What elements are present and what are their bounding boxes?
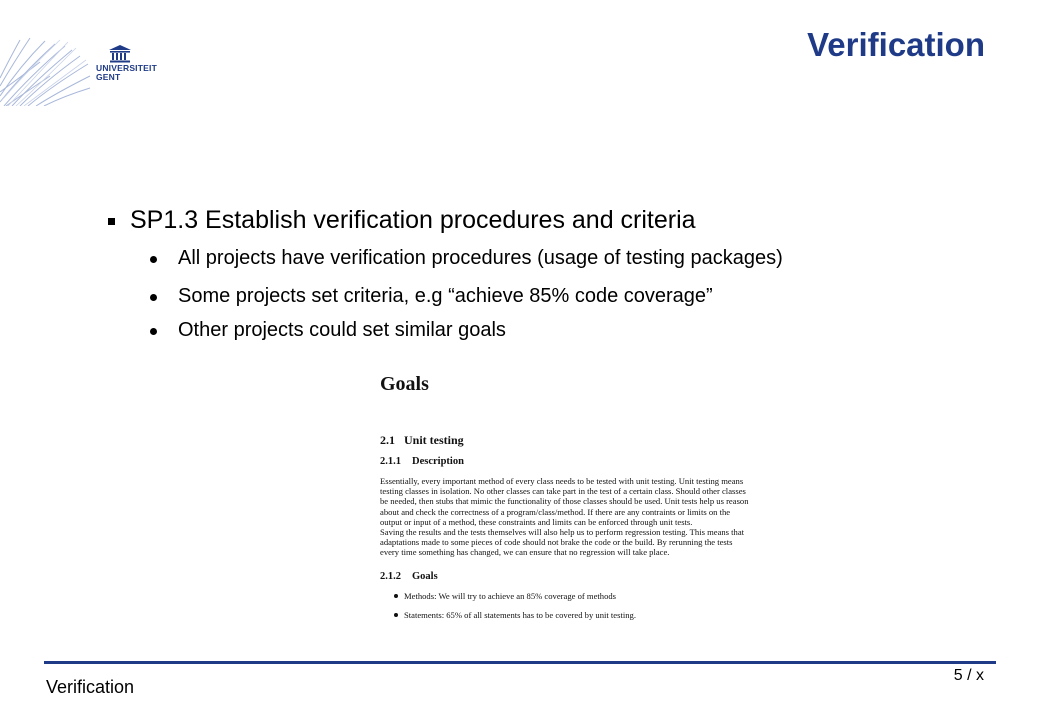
description-line: output or input of a method, these constraints and limits can be enforced through unit tests. — [380, 516, 693, 527]
round-bullet-icon — [150, 294, 157, 301]
excerpt-subsection-heading — [380, 570, 780, 583]
logo-text — [96, 64, 156, 82]
subsection-title: Goals — [412, 570, 438, 582]
goal-item — [394, 610, 780, 620]
description-line: be needed, then stubs that mimic the functionality of those classes should be used. Unit tests help us reason — [380, 496, 749, 507]
building-icon — [108, 44, 132, 64]
excerpt-description — [380, 476, 780, 558]
description-line: Essentially, every important method of every class needs to be tested with unit testing. Unit testing means — [380, 476, 744, 486]
sub-bullet-text: Other projects could set similar goals — [178, 319, 506, 341]
description-line: testing classes in isolation. No other classes can take part in the test of a certain class. Should other classes — [380, 486, 746, 497]
sub-bullet-text: Some projects set criteria, e.g “achieve 85% code coverage” — [178, 285, 713, 307]
excerpt-subsection-heading — [380, 455, 780, 468]
goal-item — [394, 591, 780, 601]
footer-label: Verification — [46, 677, 135, 697]
subsection-number: 2.1.1 — [380, 456, 401, 467]
grass-texture-icon — [0, 36, 92, 106]
sub-bullet-text: All projects have verification procedures (usage of testing packages) — [178, 247, 783, 269]
excerpt-section-heading — [380, 433, 780, 447]
description-line: Saving the results and the tests themselves will also help us to perform regression testing. This means that — [380, 527, 745, 538]
sub-bullet — [150, 316, 506, 344]
description-line: adaptations made to some pieces of code should not brake the code or the build. By rerunning the tests — [380, 537, 733, 548]
university-logo — [0, 36, 160, 106]
logo-text-line: UNIVERSITEIT GENT — [96, 63, 157, 82]
round-bullet-icon — [150, 328, 157, 335]
bullet-dot-icon — [394, 613, 398, 617]
goal-text: Statements: 65% of all statements has to be covered by unit testing. — [404, 609, 636, 620]
slide-title: Verification — [807, 26, 985, 63]
section-title: Unit testing — [404, 433, 464, 447]
sub-bullet — [150, 244, 783, 272]
subsection-title: Description — [412, 456, 464, 467]
sub-bullet — [150, 282, 713, 310]
excerpt-heading: Goals — [380, 373, 429, 395]
footer-divider — [44, 661, 996, 664]
subsection-number: 2.1.2 — [380, 570, 401, 582]
document-excerpt — [380, 370, 780, 629]
page-number: 5 / x — [953, 667, 984, 684]
main-bullet — [108, 203, 696, 237]
round-bullet-icon — [150, 256, 157, 263]
square-bullet-icon — [108, 218, 115, 225]
description-line: about and check the correctness of a program/class/method. If there are any contraints or limits on the — [380, 506, 731, 517]
section-number: 2.1 — [380, 433, 395, 447]
bullet-dot-icon — [394, 594, 398, 598]
main-bullet-text: SP1.3 Establish verification procedures and criteria — [130, 206, 696, 234]
goal-text: Methods: We will try to achieve an 85% coverage of methods — [404, 590, 617, 601]
description-line: every time something has changed, we can ensure that no regression will take place. — [380, 547, 670, 558]
